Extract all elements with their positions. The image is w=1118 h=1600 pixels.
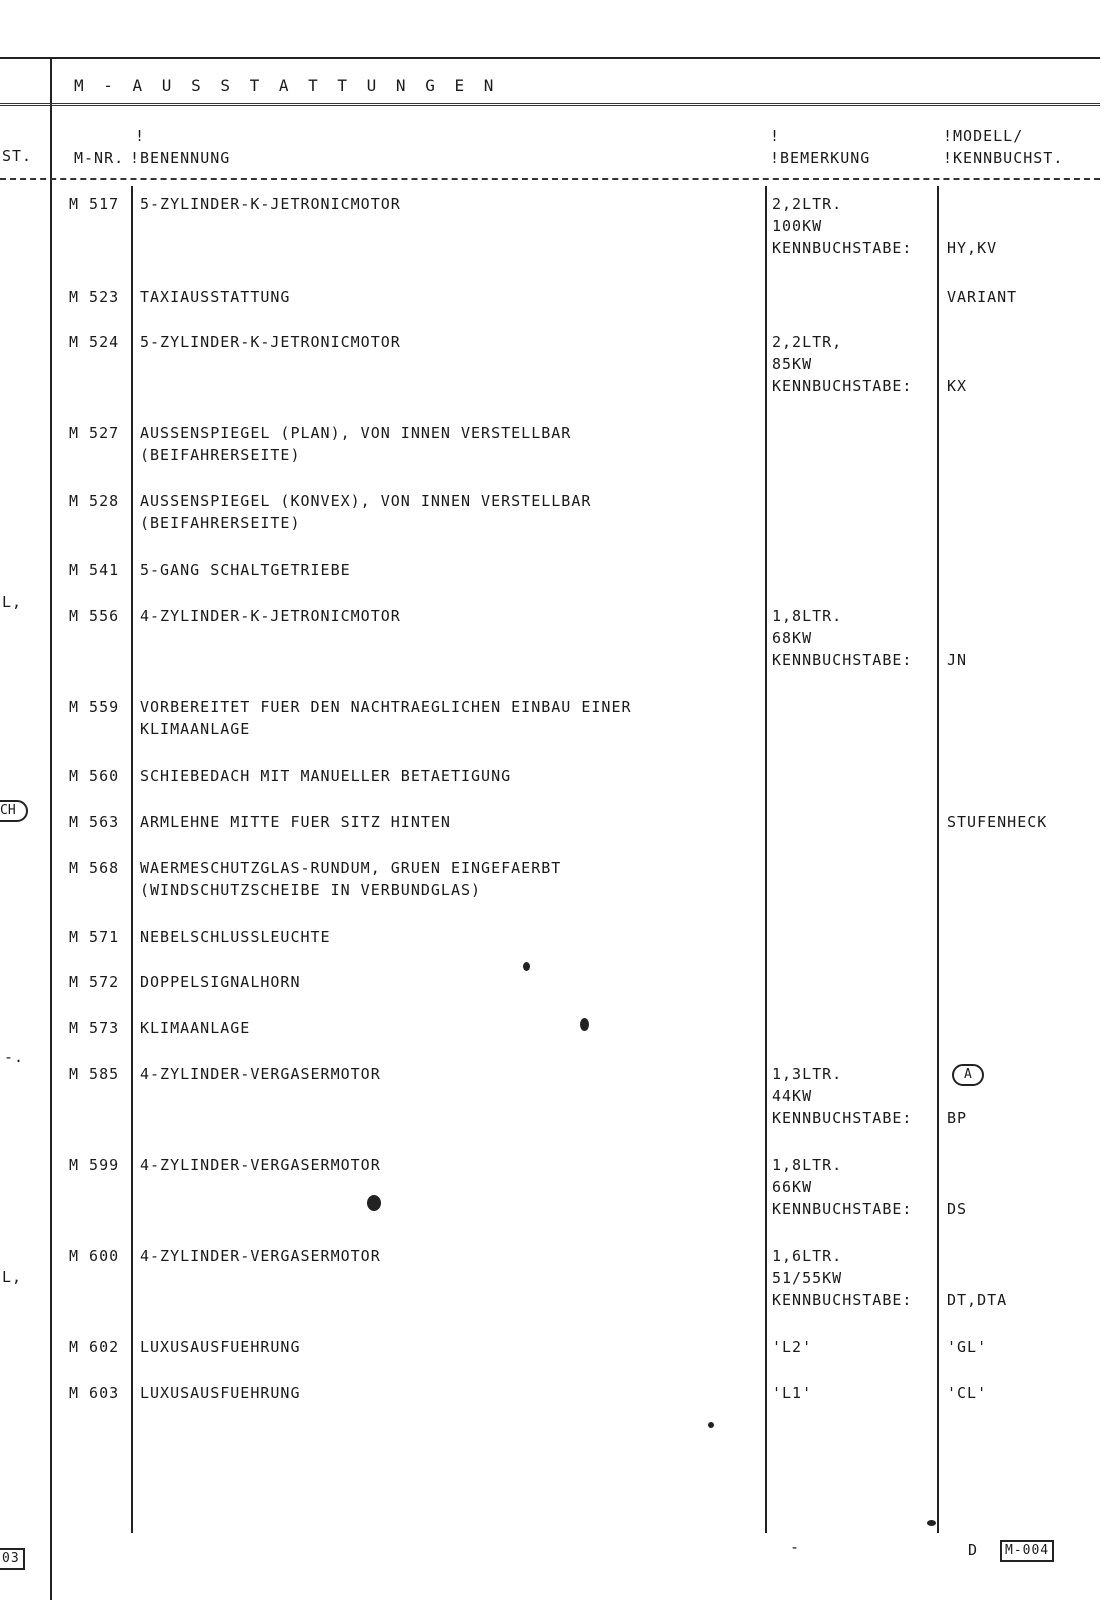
mnr-cell: M 560 [69,767,120,785]
benennung-cell-line2: (BEIFAHRERSEITE) [140,514,301,532]
bemerkung-line: 2,2LTR. [772,195,843,213]
column-header-benennung: !BENENNUNG [130,149,231,167]
benennung-cell: 5-ZYLINDER-K-JETRONICMOTOR [140,195,401,213]
left-fragment-l-comma-2: L, [2,1268,23,1286]
kennbuchstabe-cell: DS [947,1200,968,1218]
benennung-cell: AUSSENSPIEGEL (KONVEX), VON INNEN VERSTELLBAR [140,492,592,510]
bemerkung-line: 85KW [772,355,813,373]
kennbuchstabe-cell: DT,DTA [947,1291,1008,1309]
benennung-cell-line2: (WINDSCHUTZSCHEIBE IN VERBUNDGLAS) [140,881,482,899]
benennung-cell: AUSSENSPIEGEL (PLAN), VON INNEN VERSTELLBAR [140,424,572,442]
mnr-cell: M 527 [69,424,120,442]
mnr-cell: M 568 [69,859,120,877]
bemerkung-line: 44KW [772,1087,813,1105]
benennung-cell-line2: KLIMAANLAGE [140,720,251,738]
scan-speck [708,1422,714,1428]
page-number-box: M-004 [1000,1540,1054,1562]
bemerkung-line: KENNBUCHSTABE: [772,1291,913,1309]
bemerkung-line: 'L2' [772,1338,813,1356]
benennung-cell: 5-ZYLINDER-K-JETRONICMOTOR [140,333,401,351]
benennung-cell-line2: (BEIFAHRERSEITE) [140,446,301,464]
mnr-cell: M 524 [69,333,120,351]
kennbuchstabe-cell: KX [947,377,968,395]
column-divider-mnr [131,186,133,1533]
mnr-cell: M 602 [69,1338,120,1356]
header-bang-benennung: ! [135,127,146,145]
mnr-cell: M 559 [69,698,120,716]
bemerkung-line: KENNBUCHSTABE: [772,651,913,669]
benennung-cell: LUXUSAUSFUEHRUNG [140,1338,301,1356]
mnr-cell: M 600 [69,1247,120,1265]
scan-speck [367,1195,381,1211]
left-fragment-l-comma: L, [2,593,23,611]
mnr-cell: M 599 [69,1156,120,1174]
mnr-cell: M 528 [69,492,120,510]
bemerkung-line: 1,8LTR. [772,607,843,625]
mnr-cell: M 517 [69,195,120,213]
left-fragment-dash: -. [4,1048,25,1066]
header-double-rule [0,103,1100,106]
bemerkung-line: 51/55KW [772,1269,843,1287]
benennung-cell: 4-ZYLINDER-VERGASERMOTOR [140,1065,381,1083]
benennung-cell: ARMLEHNE MITTE FUER SITZ HINTEN [140,813,451,831]
benennung-cell: KLIMAANLAGE [140,1019,251,1037]
mnr-cell: M 603 [69,1384,120,1402]
column-header-bemerkung: !BEMERKUNG [770,149,871,167]
left-page-number-fragment: 03 [0,1548,25,1570]
column-divider-modell [937,186,939,1533]
header-dashed-rule [0,178,1100,180]
bemerkung-line: 'L1' [772,1384,813,1402]
bemerkung-line: KENNBUCHSTABE: [772,377,913,395]
kennbuchstabe-cell: BP [947,1109,968,1127]
scan-speck [523,962,530,971]
kennbuchstabe-cell: JN [947,651,968,669]
mnr-cell: M 573 [69,1019,120,1037]
benennung-cell: 4-ZYLINDER-VERGASERMOTOR [140,1247,381,1265]
left-page-border [50,57,52,1600]
mnr-cell: M 523 [69,288,120,306]
benennung-cell: LUXUSAUSFUEHRUNG [140,1384,301,1402]
modell-cell: VARIANT [947,288,1018,306]
country-badge-a: A [952,1064,984,1086]
bemerkung-line: 68KW [772,629,813,647]
top-rule [0,57,1100,59]
bemerkung-line: 100KW [772,217,823,235]
column-divider-bemerkung [765,186,767,1533]
scan-speck [927,1520,936,1526]
benennung-cell: 4-ZYLINDER-K-JETRONICMOTOR [140,607,401,625]
bemerkung-line: 1,3LTR. [772,1065,843,1083]
bemerkung-line: KENNBUCHSTABE: [772,1200,913,1218]
footer-letter: D [968,1541,979,1559]
country-badge-ch: CH [0,800,28,822]
mnr-cell: M 572 [69,973,120,991]
benennung-cell: WAERMESCHUTZGLAS-RUNDUM, GRUEN EINGEFAERBT [140,859,562,877]
page-title: M - A U S S T A T T U N G E N [74,76,499,95]
column-header-mnr: M-NR. [74,149,125,167]
kennbuchstabe-cell: HY,KV [947,239,998,257]
bemerkung-line: 2,2LTR, [772,333,843,351]
benennung-cell: 4-ZYLINDER-VERGASERMOTOR [140,1156,381,1174]
mnr-cell: M 585 [69,1065,120,1083]
bemerkung-line: 66KW [772,1178,813,1196]
benennung-cell: 5-GANG SCHALTGETRIEBE [140,561,351,579]
mnr-cell: M 571 [69,928,120,946]
benennung-cell: SCHIEBEDACH MIT MANUELLER BETAETIGUNG [140,767,512,785]
mnr-cell: M 556 [69,607,120,625]
bemerkung-line: 1,8LTR. [772,1156,843,1174]
bemerkung-line: KENNBUCHSTABE: [772,1109,913,1127]
modell-cell: 'CL' [947,1384,988,1402]
benennung-cell: DOPPELSIGNALHORN [140,973,301,991]
benennung-cell: VORBEREITET FUER DEN NACHTRAEGLICHEN EINBAU EINER [140,698,632,716]
modell-cell: 'GL' [947,1338,988,1356]
column-header-kennbuchst: !KENNBUCHST. [943,149,1064,167]
footer-dash: - [790,1538,801,1556]
column-header-modell: !MODELL/ [943,127,1024,145]
benennung-cell: NEBELSCHLUSSLEUCHTE [140,928,331,946]
mnr-cell: M 563 [69,813,120,831]
modell-cell: STUFENHECK [947,813,1048,831]
column-header-bemerkung-mark: ! [770,127,781,145]
mnr-cell: M 541 [69,561,120,579]
left-edge-fragment: ST. [2,147,33,165]
benennung-cell: TAXIAUSSTATTUNG [140,288,291,306]
scan-speck [580,1018,589,1031]
bemerkung-line: KENNBUCHSTABE: [772,239,913,257]
bemerkung-line: 1,6LTR. [772,1247,843,1265]
